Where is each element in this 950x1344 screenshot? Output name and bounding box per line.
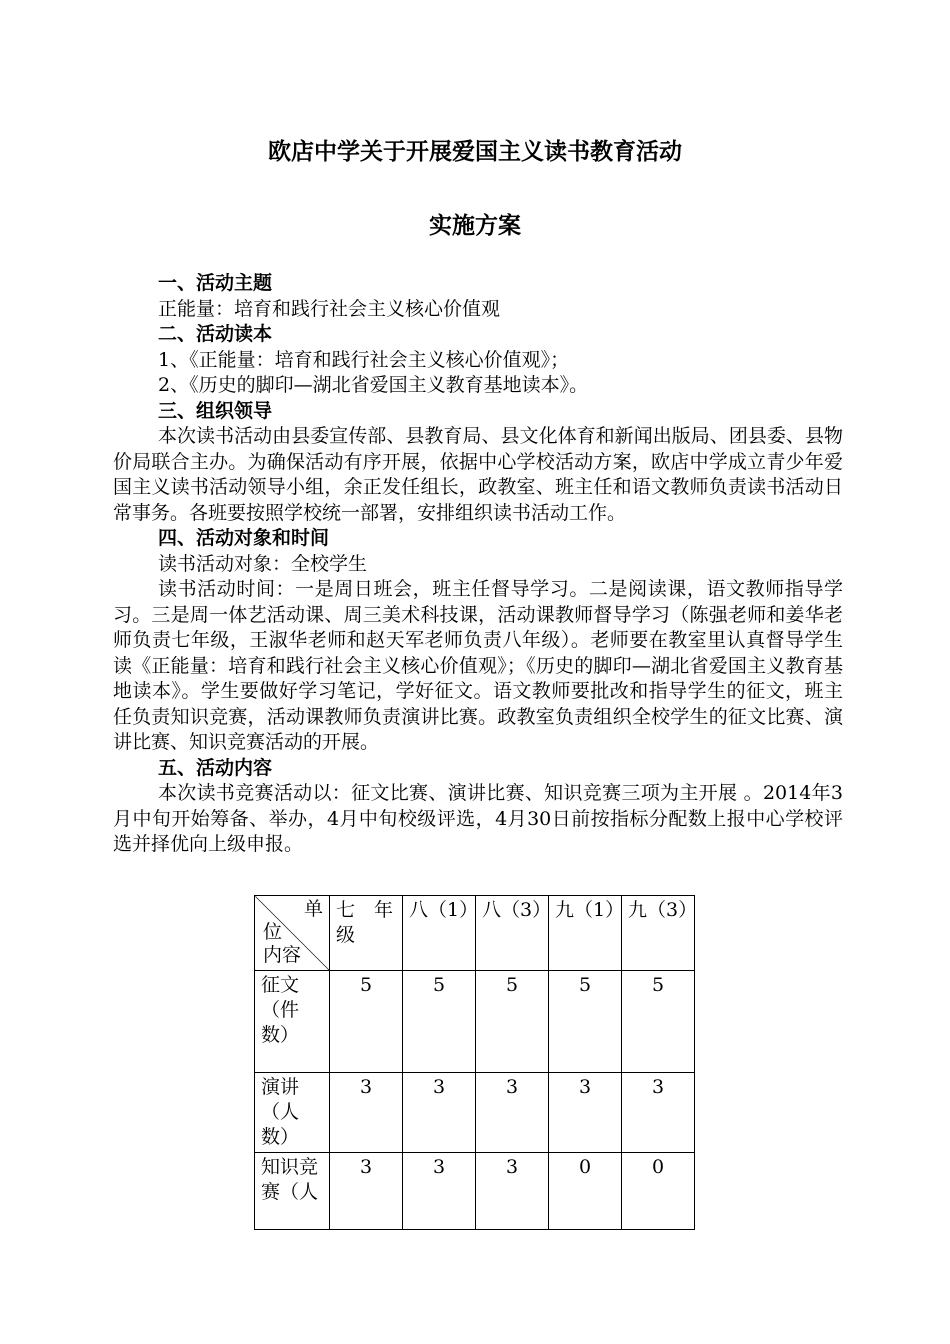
table-cell: 5 <box>622 971 695 1073</box>
column-header: 七 年级 <box>330 896 403 971</box>
column-header: 九（3） <box>622 896 695 971</box>
row-header: 演讲（人数） <box>255 1073 330 1153</box>
document-title: 欧店中学关于开展爱国主义读书教育活动 <box>268 139 682 165</box>
book-item-1: 1、《正能量：培育和践行社会主义核心价值观》； <box>158 348 570 371</box>
section-heading-books: 二、活动读本 <box>158 323 273 345</box>
table-cell: 3 <box>403 1153 476 1230</box>
column-header: 九（1） <box>549 896 622 971</box>
row-header: 知识竞赛（人 <box>255 1153 330 1230</box>
table-row <box>255 1153 695 1230</box>
table-cell: 5 <box>476 971 549 1073</box>
table-cell: 3 <box>476 1153 549 1230</box>
section-heading-leadership: 三、组织领导 <box>158 399 273 422</box>
time-paragraph: 读书活动时间：一是周日班会，班主任督导学习。二是阅读课，语文教师指导学习。三是周一体艺活动课、周三美术科技课，活动课教师督导学习（陈强老师和姜华老师负责七年级，王淑华老师和赵天军老师负责八年级）。老师要在教室里认真督导学生读《正能量：培育和践行社会主义核心价值观》；《历史的脚印—湖北省爱国主义教育基地读本》。学生要做好学习笔记，学好征文。语文教师要批改和指导学生的征文，班主任负责知识竞赛，活动课教师负责演讲比赛。政教室负责组织全校学生的征文比赛、演讲比赛、知识竞赛活动的开展。 <box>113 578 843 753</box>
table-cell: 5 <box>330 971 403 1073</box>
table-corner-cell <box>255 896 330 971</box>
row-header: 征文（件数） <box>255 971 330 1073</box>
corner-label-content: 内容 <box>263 944 302 966</box>
section-heading-content: 五、活动内容 <box>158 756 273 779</box>
table-cell: 3 <box>476 1073 549 1153</box>
document-subtitle: 实施方案 <box>429 213 521 239</box>
table-cell: 3 <box>330 1073 403 1153</box>
table-cell: 3 <box>622 1073 695 1153</box>
section-heading-theme: 一、活动主题 <box>158 272 273 294</box>
table-row <box>255 971 695 1073</box>
table-cell: 0 <box>622 1153 695 1230</box>
corner-label-unit-1: 单 <box>303 898 323 920</box>
document-body <box>113 271 843 858</box>
targets-line: 读书活动对象：全校学生 <box>158 552 368 575</box>
section-heading-targets-time: 四、活动对象和时间 <box>158 527 330 549</box>
table-cell: 3 <box>403 1073 476 1153</box>
table-cell: 0 <box>549 1153 622 1230</box>
table-cell: 3 <box>549 1073 622 1153</box>
leadership-paragraph: 本次读书活动由县委宣传部、县教育局、县文化体育和新闻出版局、团县委、县物价局联合主办。为确保活动有序开展，依据中心学校活动方案，欧店中学成立青少年爱国主义读书活动领导小组，余正发任组长，政教室、班主任和语文教师负责读书活动日常事务。各班要按照学校统一部署，安排组织读书活动工作。 <box>113 425 843 524</box>
corner-label-unit-2: 位 <box>263 921 283 943</box>
table-row <box>255 1073 695 1153</box>
table-cell: 3 <box>330 1153 403 1230</box>
theme-text: 正能量：培育和践行社会主义核心价值观 <box>158 297 501 320</box>
column-header: 八（1） <box>403 896 476 971</box>
table-cell: 5 <box>549 971 622 1073</box>
quota-table <box>254 895 698 1230</box>
book-item-2: 2、《历史的脚印—湖北省爱国主义教育基地读本》。 <box>158 374 589 396</box>
content-paragraph: 本次读书竞赛活动以：征文比赛、演讲比赛、知识竞赛三项为主开展 。2014年3月中旬开始筹备、举办，4月中旬校级评选，4月30日前按指标分配数上报中心学校评选并择优向上级申报。 <box>113 782 843 855</box>
table-cell: 5 <box>403 971 476 1073</box>
table-header-row <box>255 896 695 971</box>
column-header: 八（3） <box>476 896 549 971</box>
